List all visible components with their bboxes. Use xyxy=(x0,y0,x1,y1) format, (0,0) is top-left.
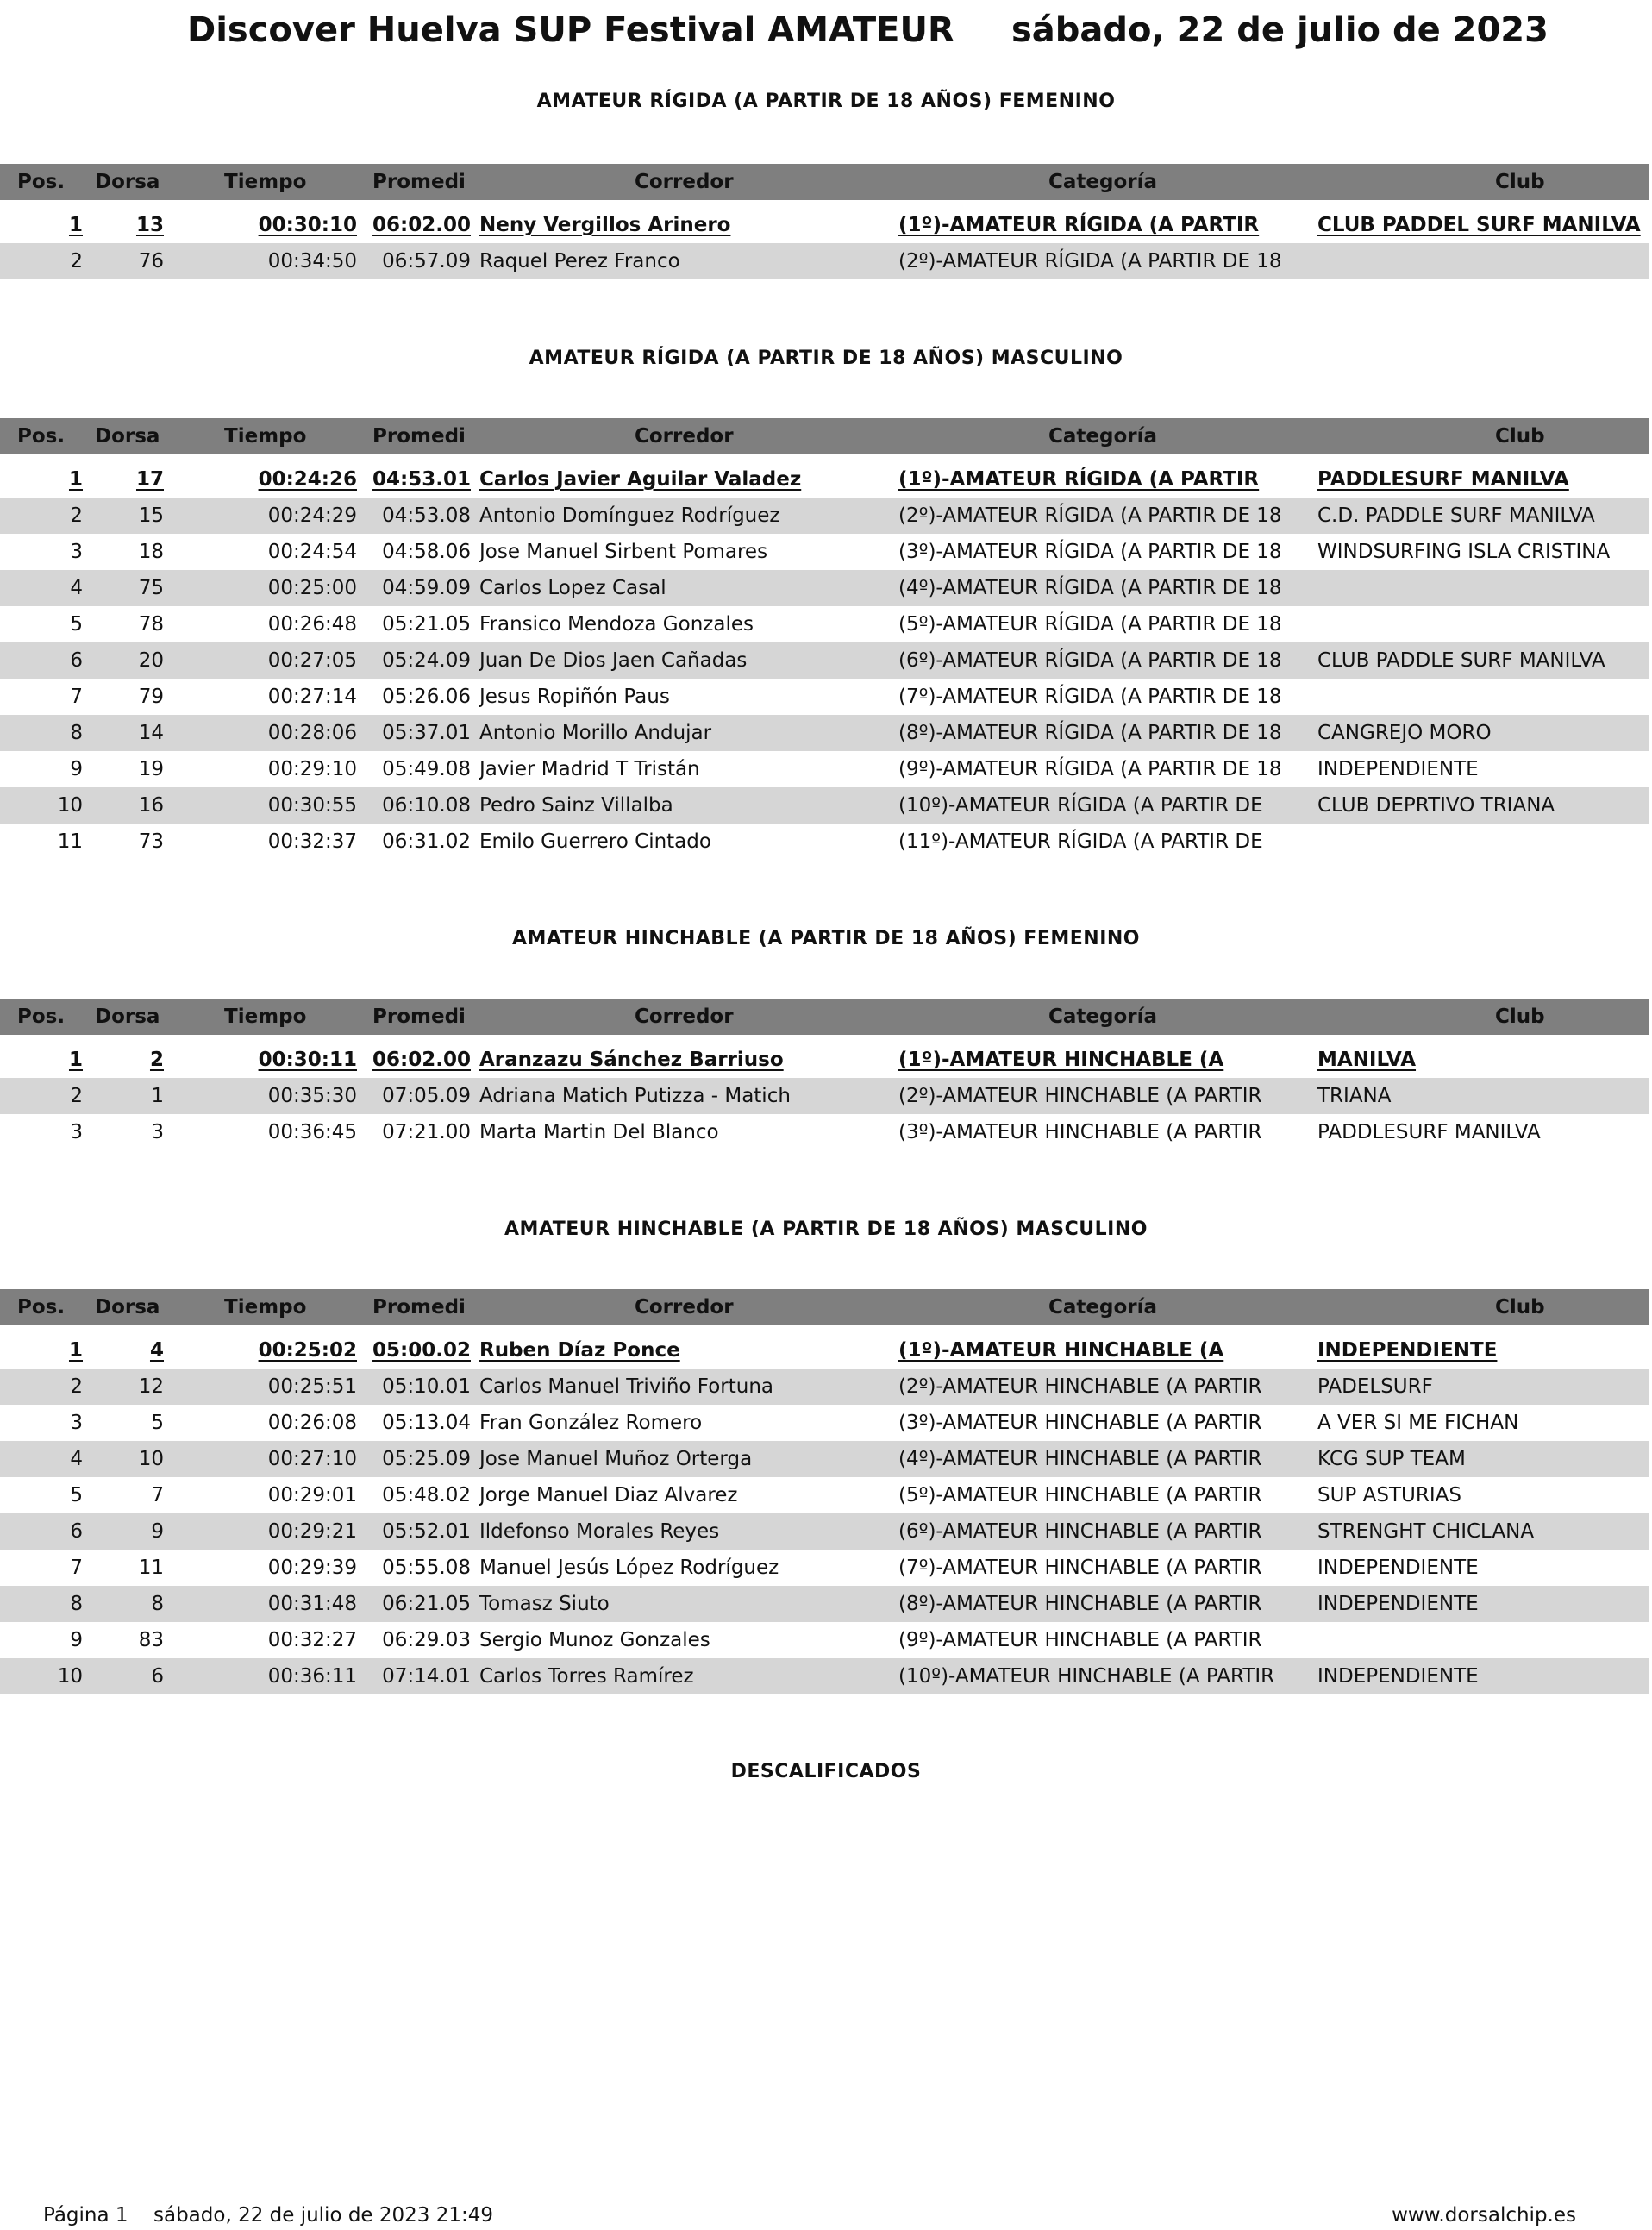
cell-tiempo: 00:24:29 xyxy=(267,504,357,527)
cell-dorsa: 16 xyxy=(138,794,164,817)
cell-corredor: Aranzazu Sánchez Barriuso xyxy=(479,1049,784,1071)
cell-promedio: 05:24.09 xyxy=(382,649,471,672)
section-title: AMATEUR RÍGIDA (A PARTIR DE 18 AÑOS) FEMENINO xyxy=(536,91,1116,112)
cell-categoria: (2º)-AMATEUR HINCHABLE (A PARTIR xyxy=(898,1375,1262,1398)
cell-promedio: 06:57.09 xyxy=(382,250,471,272)
section-title: AMATEUR RÍGIDA (A PARTIR DE 18 AÑOS) MASCULINO xyxy=(529,348,1123,369)
cell-promedio: 05:13.04 xyxy=(382,1412,471,1434)
cell-corredor: Carlos Manuel Triviño Fortuna xyxy=(479,1375,773,1398)
cell-corredor: Adriana Matich Putizza - Matich xyxy=(479,1085,791,1107)
cell-dorsa: 3 xyxy=(151,1121,164,1143)
cell-club: TRIANA xyxy=(1317,1085,1392,1107)
cell-club: INDEPENDIENTE xyxy=(1317,758,1479,780)
cell-promedio: 07:14.01 xyxy=(382,1665,471,1688)
cell-pos: 3 xyxy=(70,1412,83,1434)
table-row xyxy=(0,243,1649,279)
table-row xyxy=(0,1622,1649,1658)
cell-pos: 6 xyxy=(70,649,83,672)
cell-tiempo: 00:35:30 xyxy=(267,1085,357,1107)
cell-dorsa: 10 xyxy=(138,1448,164,1470)
cell-pos: 4 xyxy=(70,1448,83,1470)
cell-promedio: 06:31.02 xyxy=(382,830,471,853)
cell-corredor: Carlos Javier Aguilar Valadez xyxy=(479,468,802,491)
cell-corredor: Carlos Lopez Casal xyxy=(479,577,666,599)
cell-tiempo: 00:27:05 xyxy=(267,649,357,672)
table-row xyxy=(0,1441,1649,1477)
cell-corredor: Antonio Domínguez Rodríguez xyxy=(479,504,780,527)
cell-corredor: Antonio Morillo Andujar xyxy=(479,722,712,744)
cell-categoria: (1º)-AMATEUR RÍGIDA (A PARTIR xyxy=(898,468,1260,491)
cell-pos: 8 xyxy=(70,1593,83,1615)
cell-club: PADDLESURF MANILVA xyxy=(1317,1121,1541,1143)
cell-categoria: (3º)-AMATEUR HINCHABLE (A PARTIR xyxy=(898,1412,1262,1434)
cell-dorsa: 73 xyxy=(138,830,164,853)
header-tiempo: Tiempo xyxy=(224,425,307,448)
cell-categoria: (4º)-AMATEUR RÍGIDA (A PARTIR DE 18 xyxy=(898,577,1282,599)
cell-club: INDEPENDIENTE xyxy=(1317,1339,1498,1362)
cell-corredor: Pedro Sainz Villalba xyxy=(479,794,673,817)
cell-club: PADELSURF xyxy=(1317,1375,1433,1398)
cell-tiempo: 00:26:08 xyxy=(267,1412,357,1434)
cell-pos: 2 xyxy=(70,504,83,527)
cell-corredor: Marta Martin Del Blanco xyxy=(479,1121,719,1143)
cell-club: MANILVA xyxy=(1317,1049,1417,1071)
table-row xyxy=(0,1477,1649,1513)
header-corredor: Corredor xyxy=(635,1005,734,1028)
table-row xyxy=(0,787,1649,824)
header-tiempo: Tiempo xyxy=(224,1005,307,1028)
cell-corredor: Ildefonso Morales Reyes xyxy=(479,1520,720,1543)
cell-corredor: Manuel Jesús López Rodríguez xyxy=(479,1557,779,1579)
table-row xyxy=(0,1369,1649,1405)
cell-promedio: 05:00.02 xyxy=(372,1339,471,1362)
header-dorsa: Dorsa xyxy=(95,1005,160,1028)
header-gap xyxy=(0,454,1649,461)
cell-promedio: 04:59.09 xyxy=(382,577,471,599)
table-row xyxy=(0,824,1649,860)
table-row xyxy=(0,1513,1649,1550)
cell-tiempo: 00:32:27 xyxy=(267,1629,357,1651)
table-row xyxy=(0,1405,1649,1441)
cell-corredor: Raquel Perez Franco xyxy=(479,250,680,272)
table-row xyxy=(0,715,1649,751)
header-tiempo: Tiempo xyxy=(224,171,307,193)
cell-tiempo: 00:24:54 xyxy=(267,541,357,563)
cell-promedio: 06:29.03 xyxy=(382,1629,471,1651)
cell-categoria: (4º)-AMATEUR HINCHABLE (A PARTIR xyxy=(898,1448,1262,1470)
cell-pos: 3 xyxy=(70,1121,83,1143)
cell-corredor: Javier Madrid T Tristán xyxy=(479,758,700,780)
cell-promedio: 06:02.00 xyxy=(372,1049,471,1071)
cell-pos: 11 xyxy=(57,830,83,853)
cell-dorsa: 75 xyxy=(138,577,164,599)
table-row xyxy=(0,679,1649,715)
cell-pos: 5 xyxy=(70,1484,83,1507)
cell-categoria: (5º)-AMATEUR RÍGIDA (A PARTIR DE 18 xyxy=(898,613,1282,636)
cell-promedio: 04:53.08 xyxy=(382,504,471,527)
cell-pos: 1 xyxy=(68,1339,83,1362)
cell-categoria: (8º)-AMATEUR HINCHABLE (A PARTIR xyxy=(898,1593,1262,1615)
cell-tiempo: 00:25:51 xyxy=(267,1375,357,1398)
cell-tiempo: 00:36:45 xyxy=(267,1121,357,1143)
cell-dorsa: 14 xyxy=(138,722,164,744)
event-date: sábado, 22 de julio de 2023 xyxy=(1011,10,1549,50)
cell-club: CLUB PADDLE SURF MANILVA xyxy=(1317,649,1605,672)
table-row xyxy=(0,1078,1649,1114)
cell-promedio: 06:02.00 xyxy=(372,214,471,236)
header-promedio: Promedi xyxy=(372,1005,466,1028)
cell-dorsa: 5 xyxy=(151,1412,164,1434)
website-link[interactable]: www.dorsalchip.es xyxy=(1392,2204,1576,2227)
cell-dorsa: 9 xyxy=(151,1520,164,1543)
cell-categoria: (6º)-AMATEUR RÍGIDA (A PARTIR DE 18 xyxy=(898,649,1282,672)
cell-categoria: (2º)-AMATEUR RÍGIDA (A PARTIR DE 18 xyxy=(898,250,1282,272)
cell-dorsa: 12 xyxy=(138,1375,164,1398)
cell-tiempo: 00:29:39 xyxy=(267,1557,357,1579)
cell-categoria: (1º)-AMATEUR RÍGIDA (A PARTIR xyxy=(898,214,1260,236)
cell-tiempo: 00:27:10 xyxy=(267,1448,357,1470)
cell-tiempo: 00:28:06 xyxy=(267,722,357,744)
table-row xyxy=(0,1550,1649,1586)
cell-categoria: (2º)-AMATEUR RÍGIDA (A PARTIR DE 18 xyxy=(898,504,1282,527)
cell-dorsa: 76 xyxy=(138,250,164,272)
cell-categoria: (3º)-AMATEUR RÍGIDA (A PARTIR DE 18 xyxy=(898,541,1282,563)
header-promedio: Promedi xyxy=(372,171,466,193)
cell-corredor: Jesus Ropiñón Paus xyxy=(479,686,670,708)
table-row xyxy=(0,751,1649,787)
cell-corredor: Tomasz Siuto xyxy=(479,1593,610,1615)
cell-promedio: 05:10.01 xyxy=(382,1375,471,1398)
cell-promedio: 07:21.00 xyxy=(382,1121,471,1143)
cell-corredor: Emilo Guerrero Cintado xyxy=(479,830,711,853)
table-header xyxy=(0,164,1649,200)
cell-categoria: (10º)-AMATEUR RÍGIDA (A PARTIR DE xyxy=(898,794,1263,817)
cell-promedio: 07:05.09 xyxy=(382,1085,471,1107)
cell-pos: 9 xyxy=(70,1629,83,1651)
cell-categoria: (8º)-AMATEUR RÍGIDA (A PARTIR DE 18 xyxy=(898,722,1282,744)
cell-corredor: Jorge Manuel Diaz Alvarez xyxy=(479,1484,738,1507)
cell-promedio: 05:49.08 xyxy=(382,758,471,780)
cell-pos: 2 xyxy=(70,1085,83,1107)
cell-pos: 1 xyxy=(68,214,83,236)
cell-pos: 7 xyxy=(70,1557,83,1579)
results-table xyxy=(0,164,1649,279)
cell-tiempo: 00:34:50 xyxy=(267,250,357,272)
section-title: AMATEUR HINCHABLE (A PARTIR DE 18 AÑOS) FEMENINO xyxy=(511,928,1141,949)
cell-club: A VER SI ME FICHAN xyxy=(1317,1412,1519,1434)
disqualified-title: DESCALIFICADOS xyxy=(730,1761,922,1782)
cell-tiempo: 00:27:14 xyxy=(267,686,357,708)
cell-pos: 3 xyxy=(70,541,83,563)
table-row xyxy=(0,642,1649,679)
table-row xyxy=(0,461,1649,498)
cell-categoria: (2º)-AMATEUR HINCHABLE (A PARTIR xyxy=(898,1085,1262,1107)
header-dorsa: Dorsa xyxy=(95,171,160,193)
section-title: AMATEUR HINCHABLE (A PARTIR DE 18 AÑOS) MASCULINO xyxy=(504,1218,1148,1240)
cell-categoria: (5º)-AMATEUR HINCHABLE (A PARTIR xyxy=(898,1484,1262,1507)
cell-pos: 2 xyxy=(70,1375,83,1398)
table-row xyxy=(0,606,1649,642)
header-corredor: Corredor xyxy=(635,425,734,448)
cell-corredor: Jose Manuel Muñoz Orterga xyxy=(479,1448,753,1470)
header-club: Club xyxy=(1495,1005,1545,1028)
cell-promedio: 04:58.06 xyxy=(382,541,471,563)
cell-promedio: 05:26.06 xyxy=(382,686,471,708)
cell-tiempo: 00:36:11 xyxy=(267,1665,357,1688)
cell-club: INDEPENDIENTE xyxy=(1317,1593,1479,1615)
cell-tiempo: 00:24:26 xyxy=(258,468,357,491)
cell-club: INDEPENDIENTE xyxy=(1317,1665,1479,1688)
table-header xyxy=(0,418,1649,454)
page-header xyxy=(0,9,1652,53)
cell-dorsa: 18 xyxy=(138,541,164,563)
cell-dorsa: 78 xyxy=(138,613,164,636)
cell-dorsa: 13 xyxy=(135,214,164,236)
header-club: Club xyxy=(1495,1296,1545,1319)
header-categoria: Categoría xyxy=(1048,1005,1158,1028)
table-header xyxy=(0,1289,1649,1325)
cell-tiempo: 00:30:11 xyxy=(258,1049,357,1071)
cell-dorsa: 2 xyxy=(149,1049,164,1071)
header-gap xyxy=(0,1035,1649,1042)
cell-dorsa: 11 xyxy=(138,1557,164,1579)
header-tiempo: Tiempo xyxy=(224,1296,307,1319)
print-timestamp: sábado, 22 de julio de 2023 21:49 xyxy=(153,2204,494,2227)
cell-promedio: 05:52.01 xyxy=(382,1520,471,1543)
results-table xyxy=(0,1289,1649,1694)
header-pos: Pos. xyxy=(17,1296,66,1319)
cell-promedio: 05:48.02 xyxy=(382,1484,471,1507)
table-row xyxy=(0,498,1649,534)
cell-promedio: 05:25.09 xyxy=(382,1448,471,1470)
cell-pos: 2 xyxy=(70,250,83,272)
cell-promedio: 05:21.05 xyxy=(382,613,471,636)
cell-tiempo: 00:29:21 xyxy=(267,1520,357,1543)
table-header xyxy=(0,999,1649,1035)
table-row xyxy=(0,1586,1649,1622)
cell-club: WINDSURFING ISLA CRISTINA xyxy=(1317,541,1611,563)
cell-categoria: (10º)-AMATEUR HINCHABLE (A PARTIR xyxy=(898,1665,1275,1688)
cell-corredor: Ruben Díaz Ponce xyxy=(479,1339,680,1362)
header-dorsa: Dorsa xyxy=(95,1296,160,1319)
cell-dorsa: 6 xyxy=(151,1665,164,1688)
cell-corredor: Fran González Romero xyxy=(479,1412,703,1434)
cell-corredor: Neny Vergillos Arinero xyxy=(479,214,731,236)
cell-tiempo: 00:25:00 xyxy=(267,577,357,599)
cell-categoria: (7º)-AMATEUR RÍGIDA (A PARTIR DE 18 xyxy=(898,686,1282,708)
cell-promedio: 06:10.08 xyxy=(382,794,471,817)
header-promedio: Promedi xyxy=(372,425,466,448)
cell-club: CLUB DEPRTIVO TRIANA xyxy=(1317,794,1555,817)
cell-club: SUP ASTURIAS xyxy=(1317,1484,1461,1507)
table-row xyxy=(0,1332,1649,1369)
cell-club: CANGREJO MORO xyxy=(1317,722,1492,744)
header-categoria: Categoría xyxy=(1048,425,1158,448)
cell-tiempo: 00:31:48 xyxy=(267,1593,357,1615)
cell-club: PADDLESURF MANILVA xyxy=(1317,468,1569,491)
cell-categoria: (7º)-AMATEUR HINCHABLE (A PARTIR xyxy=(898,1557,1262,1579)
header-pos: Pos. xyxy=(17,171,66,193)
cell-corredor: Sergio Munoz Gonzales xyxy=(479,1629,710,1651)
cell-pos: 1 xyxy=(68,1049,83,1071)
page-number: Página 1 xyxy=(43,2204,128,2227)
cell-dorsa: 4 xyxy=(149,1339,164,1362)
cell-dorsa: 83 xyxy=(138,1629,164,1651)
cell-pos: 4 xyxy=(70,577,83,599)
cell-dorsa: 7 xyxy=(151,1484,164,1507)
cell-promedio: 06:21.05 xyxy=(382,1593,471,1615)
table-row xyxy=(0,1658,1649,1694)
cell-club: KCG SUP TEAM xyxy=(1317,1448,1466,1470)
table-row xyxy=(0,534,1649,570)
cell-promedio: 05:37.01 xyxy=(382,722,471,744)
cell-tiempo: 00:29:01 xyxy=(267,1484,357,1507)
cell-categoria: (11º)-AMATEUR RÍGIDA (A PARTIR DE xyxy=(898,830,1263,853)
cell-categoria: (9º)-AMATEUR HINCHABLE (A PARTIR xyxy=(898,1629,1262,1651)
cell-tiempo: 00:26:48 xyxy=(267,613,357,636)
header-dorsa: Dorsa xyxy=(95,425,160,448)
cell-pos: 10 xyxy=(57,794,83,817)
table-row xyxy=(0,1114,1649,1150)
cell-tiempo: 00:32:37 xyxy=(267,830,357,853)
header-corredor: Corredor xyxy=(635,171,734,193)
page-title: Discover Huelva SUP Festival AMATEUR xyxy=(187,10,954,50)
cell-club: INDEPENDIENTE xyxy=(1317,1557,1479,1579)
cell-tiempo: 00:30:55 xyxy=(267,794,357,817)
header-pos: Pos. xyxy=(17,425,66,448)
cell-pos: 1 xyxy=(68,468,83,491)
results-table xyxy=(0,418,1649,860)
cell-dorsa: 8 xyxy=(151,1593,164,1615)
cell-categoria: (1º)-AMATEUR HINCHABLE (A xyxy=(898,1339,1224,1362)
cell-categoria: (3º)-AMATEUR HINCHABLE (A PARTIR xyxy=(898,1121,1262,1143)
cell-categoria: (1º)-AMATEUR HINCHABLE (A xyxy=(898,1049,1224,1071)
cell-pos: 5 xyxy=(70,613,83,636)
results-table xyxy=(0,999,1649,1150)
header-categoria: Categoría xyxy=(1048,171,1158,193)
cell-corredor: Jose Manuel Sirbent Pomares xyxy=(479,541,768,563)
table-row xyxy=(0,1042,1649,1078)
cell-categoria: (6º)-AMATEUR HINCHABLE (A PARTIR xyxy=(898,1520,1262,1543)
cell-dorsa: 19 xyxy=(138,758,164,780)
header-gap xyxy=(0,1325,1649,1332)
cell-promedio: 04:53.01 xyxy=(372,468,471,491)
table-row xyxy=(0,207,1649,243)
cell-pos: 7 xyxy=(70,686,83,708)
cell-dorsa: 79 xyxy=(138,686,164,708)
cell-pos: 6 xyxy=(70,1520,83,1543)
table-row xyxy=(0,570,1649,606)
cell-tiempo: 00:25:02 xyxy=(258,1339,357,1362)
cell-club: CLUB PADDEL SURF MANILVA xyxy=(1317,214,1641,236)
cell-tiempo: 00:29:10 xyxy=(267,758,357,780)
header-categoria: Categoría xyxy=(1048,1296,1158,1319)
header-pos: Pos. xyxy=(17,1005,66,1028)
cell-pos: 10 xyxy=(57,1665,83,1688)
header-club: Club xyxy=(1495,425,1545,448)
cell-dorsa: 20 xyxy=(138,649,164,672)
cell-dorsa: 17 xyxy=(135,468,164,491)
cell-tiempo: 00:30:10 xyxy=(258,214,357,236)
header-gap xyxy=(0,200,1649,207)
cell-pos: 9 xyxy=(70,758,83,780)
cell-dorsa: 1 xyxy=(151,1085,164,1107)
cell-club: STRENGHT CHICLANA xyxy=(1317,1520,1535,1543)
header-corredor: Corredor xyxy=(635,1296,734,1319)
cell-categoria: (9º)-AMATEUR RÍGIDA (A PARTIR DE 18 xyxy=(898,758,1282,780)
cell-dorsa: 15 xyxy=(138,504,164,527)
header-promedio: Promedi xyxy=(372,1296,466,1319)
page-footer xyxy=(0,2204,1652,2230)
cell-corredor: Carlos Torres Ramírez xyxy=(479,1665,694,1688)
cell-corredor: Juan De Dios Jaen Cañadas xyxy=(479,649,748,672)
cell-promedio: 05:55.08 xyxy=(382,1557,471,1579)
cell-pos: 8 xyxy=(70,722,83,744)
cell-corredor: Fransico Mendoza Gonzales xyxy=(479,613,754,636)
cell-club: C.D. PADDLE SURF MANILVA xyxy=(1317,504,1595,527)
header-club: Club xyxy=(1495,171,1545,193)
